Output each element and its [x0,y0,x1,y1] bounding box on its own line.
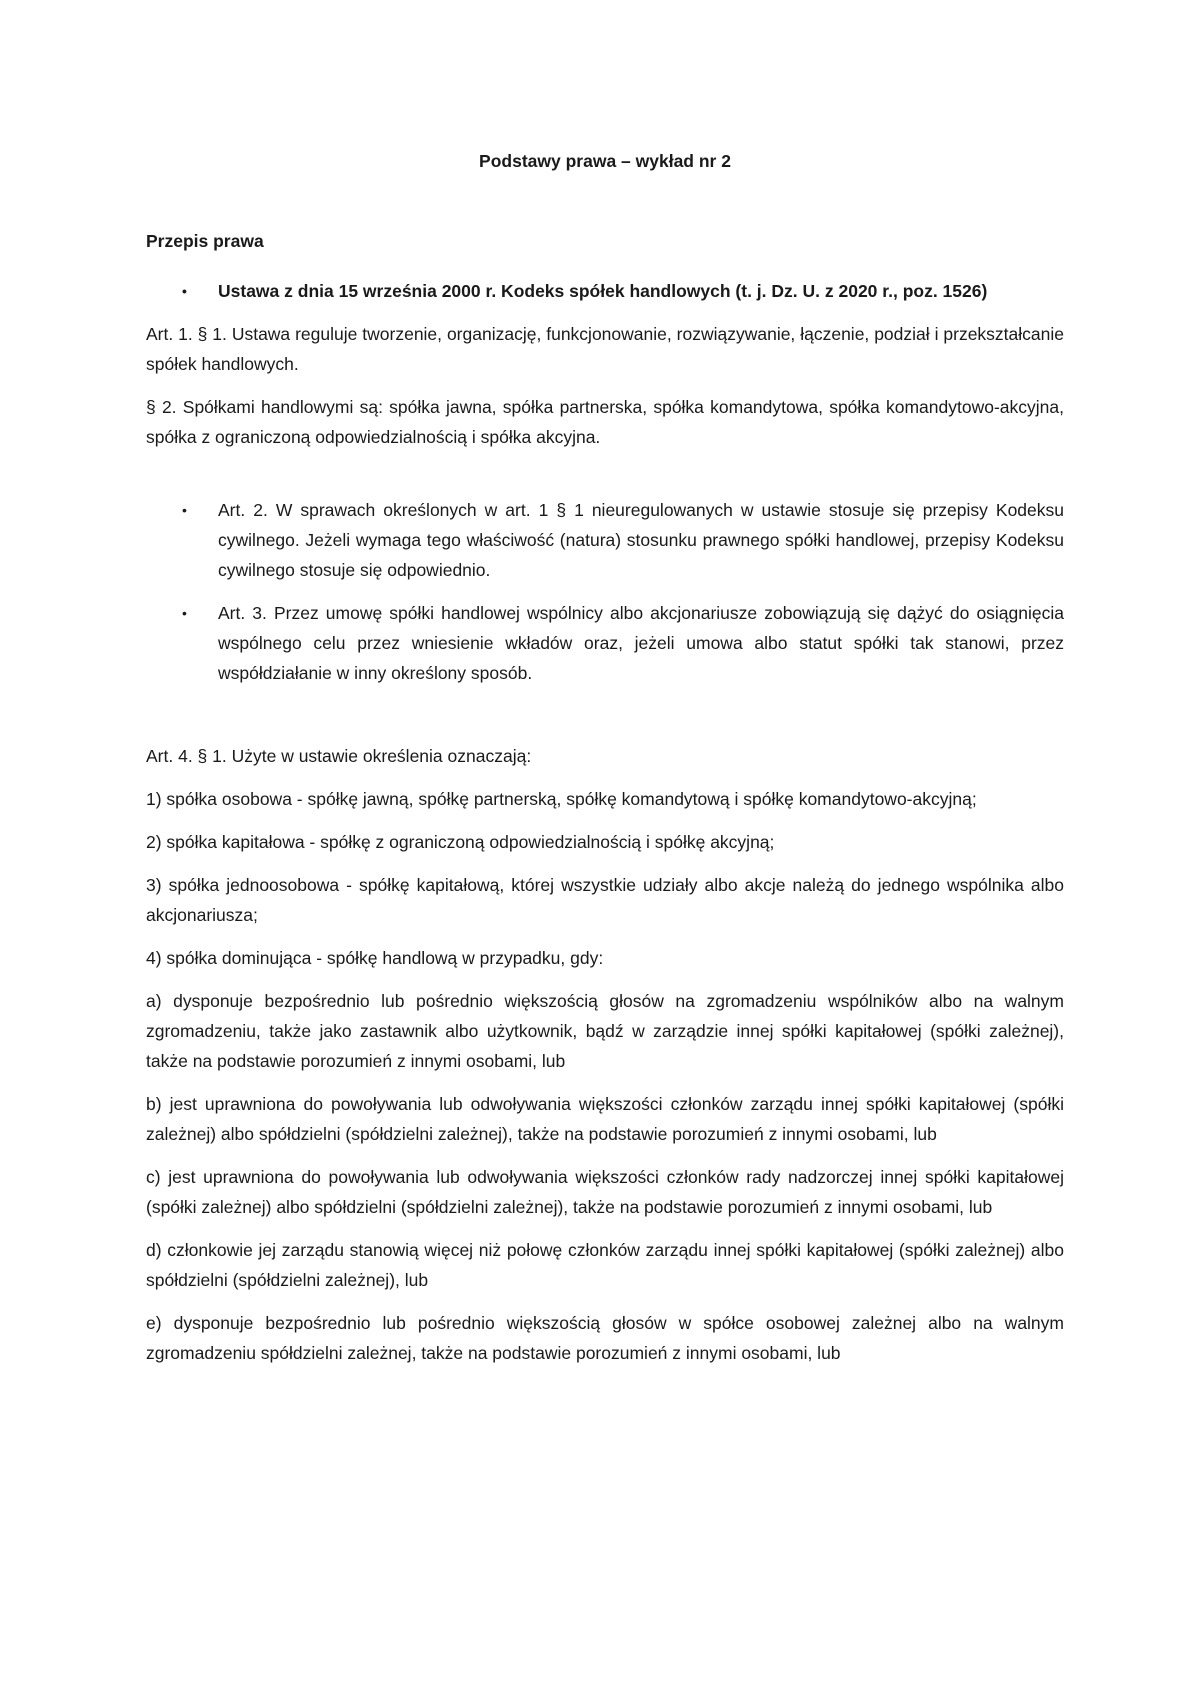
art4-point-3: 3) spółka jednoosobowa - spółkę kapitałową, której wszystkie udziały albo akcje należą do jednego wspólnika albo akcjonariusza; [146,875,1064,925]
art1-paragraph-2: § 2. Spółkami handlowymi są: spółka jawna, spółka partnerska, spółka komandytowa, spółka komandytowo-akcyjna, spółka z ograniczoną odpowiedzialnością i spółka akcyjna. [146,397,1064,447]
spacer [146,465,1064,495]
article-2-text: Art. 2. W sprawach określonych w art. 1 § 1 nieuregulowanych w ustawie stosuje się przepisy Kodeksu cywilnego. Jeżeli wymaga tego właściwość (natura) stosunku prawnego spółki handlowej, przepisy Kodeksu cywilnego stosuje się odpowiednio. [218,500,1064,580]
document-body [146,146,1064,1381]
art4-point-2: 2) spółka kapitałowa - spółkę z ograniczoną odpowiedzialnością i spółkę akcyjną; [146,832,775,852]
art4-intro: Art. 4. § 1. Użyte w ustawie określenia oznaczają: [146,746,532,766]
art4-point-a: a) dysponuje bezpośrednio lub pośrednio większością głosów na zgromadzeniu wspólników albo na walnym zgromadzeniu, także jako zastawnik albo użytkownik, bądź w zarządzie innej spółki kapitałowej (spółki zależnej), także na podstawie porozumień z innymi osobami, lub [146,991,1064,1071]
article-list-item [146,598,1064,688]
source-citation: Ustawa z dnia 15 września 2000 r. Kodeks spółek handlowych (t. j. Dz. U. z 2020 r., poz. 1526) [218,281,988,301]
bullet-icon: • [182,502,187,518]
article-3-text: Art. 3. Przez umowę spółki handlowej wspólnicy albo akcjonariusze zobowiązują się dążyć do osiągnięcia wspólnego celu przez wniesienie wkładów oraz, jeżeli umowa albo statut spółki tak stanowi, przez współdziałanie w inny określony sposób. [218,603,1064,683]
page-title: Podstawy prawa – wykład nr 2 [479,151,731,171]
article-list-item [146,495,1064,585]
art1-paragraph-1: Art. 1. § 1. Ustawa reguluje tworzenie, organizację, funkcjonowanie, rozwiązywanie, łączenie, podział i przekształcanie spółek handlowych. [146,324,1064,374]
source-list [146,276,1064,306]
source-list-item [146,276,1064,306]
bullet-icon: • [182,605,187,621]
art4-point-c: c) jest uprawniona do powoływania lub odwoływania większości członków rady nadzorczej innej spółki kapitałowej (spółki zależnej) albo spółdzielni (spółdzielni zależnej), także na podstawie porozumień z innymi osobami, lub [146,1167,1064,1217]
spacer [146,701,1064,741]
bullet-icon: • [182,283,187,299]
article-list [146,495,1064,688]
art4-point-4: 4) spółka dominująca - spółkę handlową w przypadku, gdy: [146,948,604,968]
section-heading: Przepis prawa [146,231,264,251]
art4-point-e: e) dysponuje bezpośrednio lub pośrednio większością głosów w spółce osobowej zależnej albo na walnym zgromadzeniu spółdzielni zależnej, także na podstawie porozumień z innymi osobami, lub [146,1313,1064,1363]
art4-point-1: 1) spółka osobowa - spółkę jawną, spółkę partnerską, spółkę komandytową i spółkę komandytowo-akcyjną; [146,789,977,809]
art4-point-d: d) członkowie jej zarządu stanowią więcej niż połowę członków zarządu innej spółki kapitałowej (spółki zależnej) albo spółdzielni (spółdzielni zależnej), lub [146,1240,1064,1290]
art4-point-b: b) jest uprawniona do powoływania lub odwoływania większości członków zarządu innej spółki kapitałowej (spółki zależnej) albo spółdzielni (spółdzielni zależnej), także na podstawie porozumień z innymi osobami, lub [146,1094,1064,1144]
